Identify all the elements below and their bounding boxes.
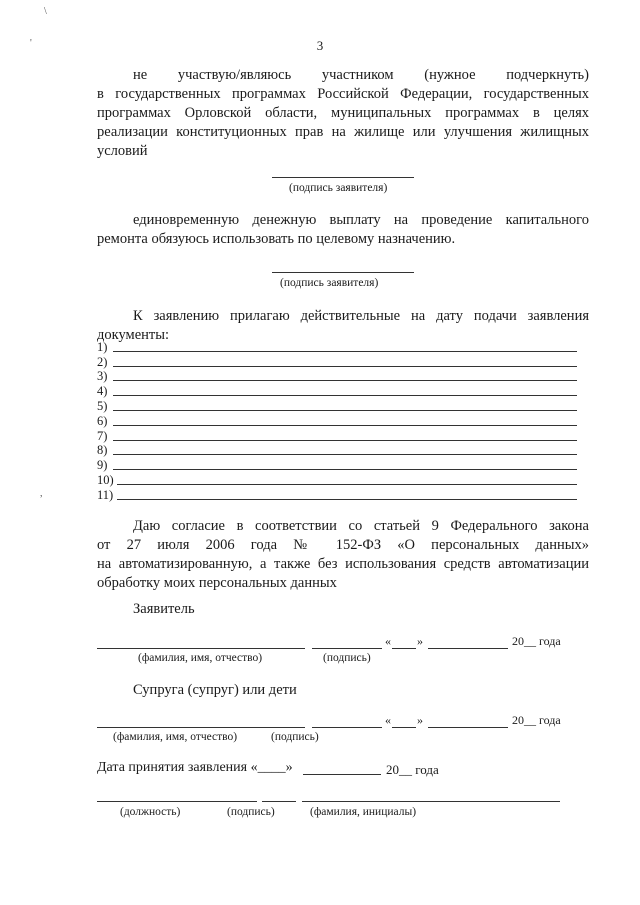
text-line: программах Орловской области, муниципальных программах в целях — [97, 105, 589, 121]
name-caption: (фамилия, имя, отчество) — [113, 731, 238, 743]
blank-line[interactable] — [117, 498, 577, 500]
position-line[interactable] — [97, 801, 257, 802]
list-item[interactable]: 6) — [97, 414, 577, 429]
list-item[interactable]: 3) — [97, 370, 577, 385]
blank-line[interactable] — [113, 350, 577, 352]
text-line: обработку моих персональных данных — [97, 575, 337, 591]
year-label: 20__ года — [512, 634, 561, 648]
position-caption: (должность) — [120, 806, 181, 818]
spouse-title: Супруга (супруг) или дети — [133, 682, 297, 698]
text-line: документы: — [97, 327, 170, 343]
signature-line[interactable] — [272, 177, 414, 178]
applicant-title: Заявитель — [133, 601, 195, 617]
signature-caption: (подпись заявителя) — [289, 182, 388, 194]
signature-line[interactable] — [312, 648, 382, 649]
signature-caption: (подпись) — [227, 806, 275, 818]
text-line: К заявлению прилагаю действительные на дату подачи заявления — [133, 308, 589, 324]
scan-mark: , — [40, 488, 43, 499]
list-item[interactable]: 9) — [97, 458, 577, 473]
participation-paragraph — [97, 66, 589, 161]
text-line: в государственных программах Российской Федерации, государственных — [97, 86, 589, 102]
text-line: ремонта обязуюсь использовать по целевому назначению. — [97, 231, 456, 247]
signature-caption: (подпись) — [271, 731, 319, 743]
signature-caption: (подпись) — [323, 652, 371, 664]
text-line: на автоматизированную, а также без использования средств автоматизации — [97, 556, 589, 572]
name-line[interactable] — [302, 801, 560, 802]
month-line[interactable] — [428, 727, 508, 728]
page-number: 3 — [316, 38, 324, 53]
name-line[interactable] — [97, 648, 305, 649]
list-item[interactable]: 5) — [97, 399, 577, 414]
blank-line[interactable] — [113, 453, 577, 455]
day-line[interactable] — [392, 727, 416, 728]
blank-line[interactable] — [113, 409, 577, 411]
year-label: 20__ года — [386, 762, 439, 777]
name-caption: (фамилия, инициалы) — [310, 806, 417, 818]
blank-line[interactable] — [113, 424, 577, 426]
list-item[interactable]: 2) — [97, 355, 577, 370]
attachment-list — [97, 340, 577, 503]
list-item[interactable]: 8) — [97, 444, 577, 459]
list-item[interactable]: 4) — [97, 384, 577, 399]
quote-open: « — [385, 634, 391, 648]
scan-mark: ' — [30, 38, 32, 49]
list-item[interactable]: 10) — [97, 473, 577, 488]
consent-paragraph — [97, 517, 589, 593]
blank-line[interactable] — [113, 439, 577, 441]
signature-line[interactable] — [312, 727, 382, 728]
text-line: реализации конституционных прав на жилище или улучшения жилищных — [97, 124, 589, 140]
text-line: единовременную денежную выплату на проведение капитального — [133, 212, 589, 228]
name-line[interactable] — [97, 727, 305, 728]
month-line[interactable] — [303, 774, 381, 775]
signature-line[interactable] — [262, 801, 296, 802]
text-line: условий — [97, 143, 148, 159]
blank-line[interactable] — [117, 483, 577, 485]
year-label: 20__ года — [512, 713, 561, 727]
blank-line[interactable] — [113, 394, 577, 396]
name-caption: (фамилия, имя, отчество) — [138, 652, 263, 664]
list-item[interactable]: 7) — [97, 429, 577, 444]
obligation-paragraph — [97, 211, 589, 249]
signature-line[interactable] — [272, 272, 414, 273]
signature-caption: (подпись заявителя) — [280, 277, 379, 289]
text-line: Даю согласие в соответствии со статьей 9 Федерального закона — [133, 518, 589, 534]
acceptance-label: Дата принятия заявления «____» — [97, 760, 293, 775]
quote-close: » — [417, 713, 423, 727]
day-line[interactable] — [392, 648, 416, 649]
text-line: не участвую/являюсь участником (нужное подчеркнуть) — [133, 67, 589, 83]
text-line: от 27 июля 2006 года № 152-ФЗ «О персональных данных» — [97, 537, 589, 553]
list-item[interactable]: 1) — [97, 340, 577, 355]
quote-close: » — [417, 634, 423, 648]
blank-line[interactable] — [113, 365, 577, 367]
quote-open: « — [385, 713, 391, 727]
blank-line[interactable] — [113, 379, 577, 381]
list-item[interactable]: 11) — [97, 488, 577, 503]
scan-mark: \ — [44, 6, 47, 17]
month-line[interactable] — [428, 648, 508, 649]
blank-line[interactable] — [113, 468, 577, 470]
